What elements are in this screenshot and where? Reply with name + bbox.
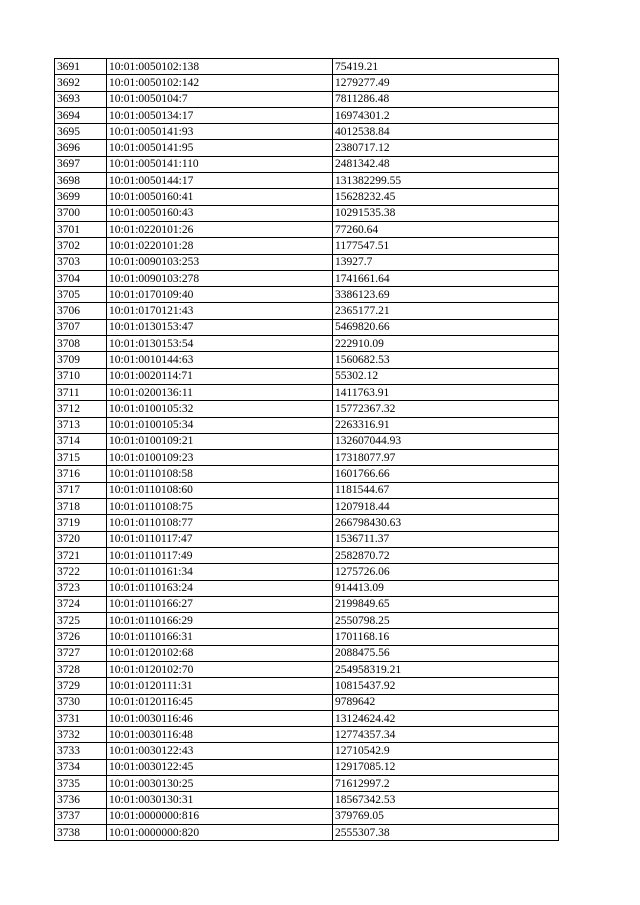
table-row bbox=[55, 384, 559, 400]
cadastral-number-cell: 10:01:0110108:77 bbox=[107, 515, 333, 531]
row-number-cell: 3721 bbox=[55, 547, 107, 563]
value-cell: 12710542.9 bbox=[333, 743, 559, 759]
row-number-cell: 3719 bbox=[55, 515, 107, 531]
value-cell: 2481342.48 bbox=[333, 156, 559, 172]
cadastral-number-cell: 10:01:0110108:60 bbox=[107, 482, 333, 498]
value-cell: 3386123.69 bbox=[333, 287, 559, 303]
row-number-cell: 3709 bbox=[55, 352, 107, 368]
table-row bbox=[55, 173, 559, 189]
table-row bbox=[55, 189, 559, 205]
table-row bbox=[55, 352, 559, 368]
table-row bbox=[55, 596, 559, 612]
cadastral-number-cell: 10:01:0030130:31 bbox=[107, 792, 333, 808]
cadastral-number-cell: 10:01:0010144:63 bbox=[107, 352, 333, 368]
value-cell: 1177547.51 bbox=[333, 238, 559, 254]
cadastral-number-cell: 10:01:0120102:70 bbox=[107, 661, 333, 677]
cadastral-number-cell: 10:01:0120116:45 bbox=[107, 694, 333, 710]
row-number-cell: 3718 bbox=[55, 499, 107, 515]
table-row bbox=[55, 303, 559, 319]
cadastral-number-cell: 10:01:0050102:142 bbox=[107, 75, 333, 91]
row-number-cell: 3738 bbox=[55, 824, 107, 840]
row-number-cell: 3699 bbox=[55, 189, 107, 205]
cadastral-number-cell: 10:01:0120102:68 bbox=[107, 645, 333, 661]
value-cell: 1181544.67 bbox=[333, 482, 559, 498]
cadastral-number-cell: 10:01:0110117:49 bbox=[107, 547, 333, 563]
cadastral-number-cell: 10:01:0030122:45 bbox=[107, 759, 333, 775]
row-number-cell: 3712 bbox=[55, 401, 107, 417]
value-cell: 7811286.48 bbox=[333, 91, 559, 107]
value-cell: 1560682.53 bbox=[333, 352, 559, 368]
value-cell: 75419.21 bbox=[333, 59, 559, 75]
row-number-cell: 3729 bbox=[55, 678, 107, 694]
value-cell: 10815437.92 bbox=[333, 678, 559, 694]
row-number-cell: 3737 bbox=[55, 808, 107, 824]
cadastral-number-cell: 10:01:0000000:816 bbox=[107, 808, 333, 824]
cadastral-number-cell: 10:01:0050134:17 bbox=[107, 107, 333, 123]
value-cell: 1207918.44 bbox=[333, 499, 559, 515]
cadastral-number-cell: 10:01:0130153:54 bbox=[107, 336, 333, 352]
cadastral-number-cell: 10:01:0050160:41 bbox=[107, 189, 333, 205]
row-number-cell: 3701 bbox=[55, 221, 107, 237]
value-cell: 15772367.32 bbox=[333, 401, 559, 417]
table-row bbox=[55, 319, 559, 335]
cadastral-number-cell: 10:01:0110166:31 bbox=[107, 629, 333, 645]
row-number-cell: 3726 bbox=[55, 629, 107, 645]
table-row bbox=[55, 124, 559, 140]
row-number-cell: 3725 bbox=[55, 613, 107, 629]
value-cell: 12774357.34 bbox=[333, 727, 559, 743]
cadastral-number-cell: 10:01:0170121:43 bbox=[107, 303, 333, 319]
cadastral-number-cell: 10:01:0130153:47 bbox=[107, 319, 333, 335]
table-row bbox=[55, 792, 559, 808]
table-row bbox=[55, 515, 559, 531]
table-row bbox=[55, 808, 559, 824]
row-number-cell: 3727 bbox=[55, 645, 107, 661]
table-row bbox=[55, 824, 559, 840]
cadastral-number-cell: 10:01:0170109:40 bbox=[107, 287, 333, 303]
row-number-cell: 3707 bbox=[55, 319, 107, 335]
cadastral-number-cell: 10:01:0110108:75 bbox=[107, 499, 333, 515]
cadastral-number-cell: 10:01:0050141:93 bbox=[107, 124, 333, 140]
row-number-cell: 3731 bbox=[55, 710, 107, 726]
value-cell: 13124624.42 bbox=[333, 710, 559, 726]
value-cell: 266798430.63 bbox=[333, 515, 559, 531]
row-number-cell: 3715 bbox=[55, 450, 107, 466]
row-number-cell: 3720 bbox=[55, 531, 107, 547]
row-number-cell: 3705 bbox=[55, 287, 107, 303]
cadastral-number-cell: 10:01:0030122:43 bbox=[107, 743, 333, 759]
value-cell: 2380717.12 bbox=[333, 140, 559, 156]
table-row bbox=[55, 336, 559, 352]
row-number-cell: 3732 bbox=[55, 727, 107, 743]
row-number-cell: 3736 bbox=[55, 792, 107, 808]
table-row bbox=[55, 221, 559, 237]
row-number-cell: 3710 bbox=[55, 368, 107, 384]
table-row bbox=[55, 91, 559, 107]
cadastral-number-cell: 10:01:0030116:46 bbox=[107, 710, 333, 726]
value-cell: 254958319.21 bbox=[333, 661, 559, 677]
cadastral-number-cell: 10:01:0100109:21 bbox=[107, 433, 333, 449]
table-row bbox=[55, 678, 559, 694]
row-number-cell: 3716 bbox=[55, 466, 107, 482]
table-row bbox=[55, 629, 559, 645]
cadastral-number-cell: 10:01:0050160:43 bbox=[107, 205, 333, 221]
cadastral-number-cell: 10:01:0050141:95 bbox=[107, 140, 333, 156]
table-row bbox=[55, 254, 559, 270]
row-number-cell: 3734 bbox=[55, 759, 107, 775]
value-cell: 12917085.12 bbox=[333, 759, 559, 775]
value-cell: 1601766.66 bbox=[333, 466, 559, 482]
table-row bbox=[55, 368, 559, 384]
value-cell: 4012538.84 bbox=[333, 124, 559, 140]
value-cell: 2263316.91 bbox=[333, 417, 559, 433]
cadastral-number-cell: 10:01:0200136:11 bbox=[107, 384, 333, 400]
cadastral-number-cell: 10:01:0110161:34 bbox=[107, 564, 333, 580]
value-cell: 131382299.55 bbox=[333, 173, 559, 189]
value-cell: 5469820.66 bbox=[333, 319, 559, 335]
row-number-cell: 3696 bbox=[55, 140, 107, 156]
value-cell: 1279277.49 bbox=[333, 75, 559, 91]
table-row bbox=[55, 59, 559, 75]
cadastral-number-cell: 10:01:0120111:31 bbox=[107, 678, 333, 694]
cadastral-number-cell: 10:01:0000000:820 bbox=[107, 824, 333, 840]
value-cell: 1411763.91 bbox=[333, 384, 559, 400]
row-number-cell: 3723 bbox=[55, 580, 107, 596]
cadastral-number-cell: 10:01:0110166:27 bbox=[107, 596, 333, 612]
value-cell: 1701168.16 bbox=[333, 629, 559, 645]
table-row bbox=[55, 759, 559, 775]
table-row bbox=[55, 156, 559, 172]
table-row bbox=[55, 205, 559, 221]
table-body bbox=[55, 59, 559, 841]
cadastral-number-cell: 10:01:0050104:7 bbox=[107, 91, 333, 107]
value-cell: 10291535.38 bbox=[333, 205, 559, 221]
row-number-cell: 3722 bbox=[55, 564, 107, 580]
cadastral-number-cell: 10:01:0110166:29 bbox=[107, 613, 333, 629]
value-cell: 1536711.37 bbox=[333, 531, 559, 547]
value-cell: 2555307.38 bbox=[333, 824, 559, 840]
cadastral-number-cell: 10:01:0110117:47 bbox=[107, 531, 333, 547]
table-row bbox=[55, 433, 559, 449]
cadastral-number-cell: 10:01:0050102:138 bbox=[107, 59, 333, 75]
table-row bbox=[55, 140, 559, 156]
value-cell: 15628232.45 bbox=[333, 189, 559, 205]
row-number-cell: 3692 bbox=[55, 75, 107, 91]
row-number-cell: 3724 bbox=[55, 596, 107, 612]
value-cell: 2582870.72 bbox=[333, 547, 559, 563]
value-cell: 55302.12 bbox=[333, 368, 559, 384]
table-row bbox=[55, 727, 559, 743]
cadastral-number-cell: 10:01:0100105:34 bbox=[107, 417, 333, 433]
table-row bbox=[55, 743, 559, 759]
row-number-cell: 3711 bbox=[55, 384, 107, 400]
row-number-cell: 3708 bbox=[55, 336, 107, 352]
table-row bbox=[55, 466, 559, 482]
row-number-cell: 3700 bbox=[55, 205, 107, 221]
value-cell: 71612997.2 bbox=[333, 776, 559, 792]
row-number-cell: 3695 bbox=[55, 124, 107, 140]
table-row bbox=[55, 547, 559, 563]
table-row bbox=[55, 270, 559, 286]
cadastral-number-cell: 10:01:0050141:110 bbox=[107, 156, 333, 172]
cadastral-number-cell: 10:01:0090103:278 bbox=[107, 270, 333, 286]
table-row bbox=[55, 238, 559, 254]
table-row bbox=[55, 710, 559, 726]
cadastral-number-cell: 10:01:0110163:24 bbox=[107, 580, 333, 596]
cadastral-number-cell: 10:01:0030116:48 bbox=[107, 727, 333, 743]
value-cell: 77260.64 bbox=[333, 221, 559, 237]
value-cell: 132607044.93 bbox=[333, 433, 559, 449]
row-number-cell: 3706 bbox=[55, 303, 107, 319]
table-row bbox=[55, 287, 559, 303]
row-number-cell: 3714 bbox=[55, 433, 107, 449]
data-table bbox=[54, 58, 559, 841]
table-row bbox=[55, 613, 559, 629]
table-row bbox=[55, 417, 559, 433]
table-row bbox=[55, 661, 559, 677]
row-number-cell: 3694 bbox=[55, 107, 107, 123]
row-number-cell: 3702 bbox=[55, 238, 107, 254]
table-row bbox=[55, 401, 559, 417]
table-row bbox=[55, 107, 559, 123]
table-row bbox=[55, 75, 559, 91]
cadastral-number-cell: 10:01:0020114:71 bbox=[107, 368, 333, 384]
value-cell: 18567342.53 bbox=[333, 792, 559, 808]
value-cell: 1741661.64 bbox=[333, 270, 559, 286]
row-number-cell: 3730 bbox=[55, 694, 107, 710]
cadastral-number-cell: 10:01:0100105:32 bbox=[107, 401, 333, 417]
table-row bbox=[55, 645, 559, 661]
cadastral-number-cell: 10:01:0030130:25 bbox=[107, 776, 333, 792]
row-number-cell: 3698 bbox=[55, 173, 107, 189]
table-row bbox=[55, 450, 559, 466]
row-number-cell: 3713 bbox=[55, 417, 107, 433]
row-number-cell: 3691 bbox=[55, 59, 107, 75]
value-cell: 9789642 bbox=[333, 694, 559, 710]
row-number-cell: 3693 bbox=[55, 91, 107, 107]
row-number-cell: 3697 bbox=[55, 156, 107, 172]
value-cell: 17318077.97 bbox=[333, 450, 559, 466]
cadastral-number-cell: 10:01:0220101:28 bbox=[107, 238, 333, 254]
row-number-cell: 3735 bbox=[55, 776, 107, 792]
row-number-cell: 3703 bbox=[55, 254, 107, 270]
value-cell: 2199849.65 bbox=[333, 596, 559, 612]
row-number-cell: 3728 bbox=[55, 661, 107, 677]
cadastral-number-cell: 10:01:0100109:23 bbox=[107, 450, 333, 466]
cadastral-number-cell: 10:01:0050144:17 bbox=[107, 173, 333, 189]
table-row bbox=[55, 564, 559, 580]
table-row bbox=[55, 580, 559, 596]
row-number-cell: 3704 bbox=[55, 270, 107, 286]
value-cell: 13927.7 bbox=[333, 254, 559, 270]
cadastral-number-cell: 10:01:0110108:58 bbox=[107, 466, 333, 482]
table-row bbox=[55, 499, 559, 515]
value-cell: 222910.09 bbox=[333, 336, 559, 352]
row-number-cell: 3733 bbox=[55, 743, 107, 759]
table-row bbox=[55, 776, 559, 792]
value-cell: 1275726.06 bbox=[333, 564, 559, 580]
value-cell: 379769.05 bbox=[333, 808, 559, 824]
table-row bbox=[55, 531, 559, 547]
value-cell: 2550798.25 bbox=[333, 613, 559, 629]
row-number-cell: 3717 bbox=[55, 482, 107, 498]
value-cell: 2365177.21 bbox=[333, 303, 559, 319]
table-row bbox=[55, 694, 559, 710]
cadastral-number-cell: 10:01:0220101:26 bbox=[107, 221, 333, 237]
value-cell: 914413.09 bbox=[333, 580, 559, 596]
value-cell: 16974301.2 bbox=[333, 107, 559, 123]
table-row bbox=[55, 482, 559, 498]
cadastral-number-cell: 10:01:0090103:253 bbox=[107, 254, 333, 270]
value-cell: 2088475.56 bbox=[333, 645, 559, 661]
